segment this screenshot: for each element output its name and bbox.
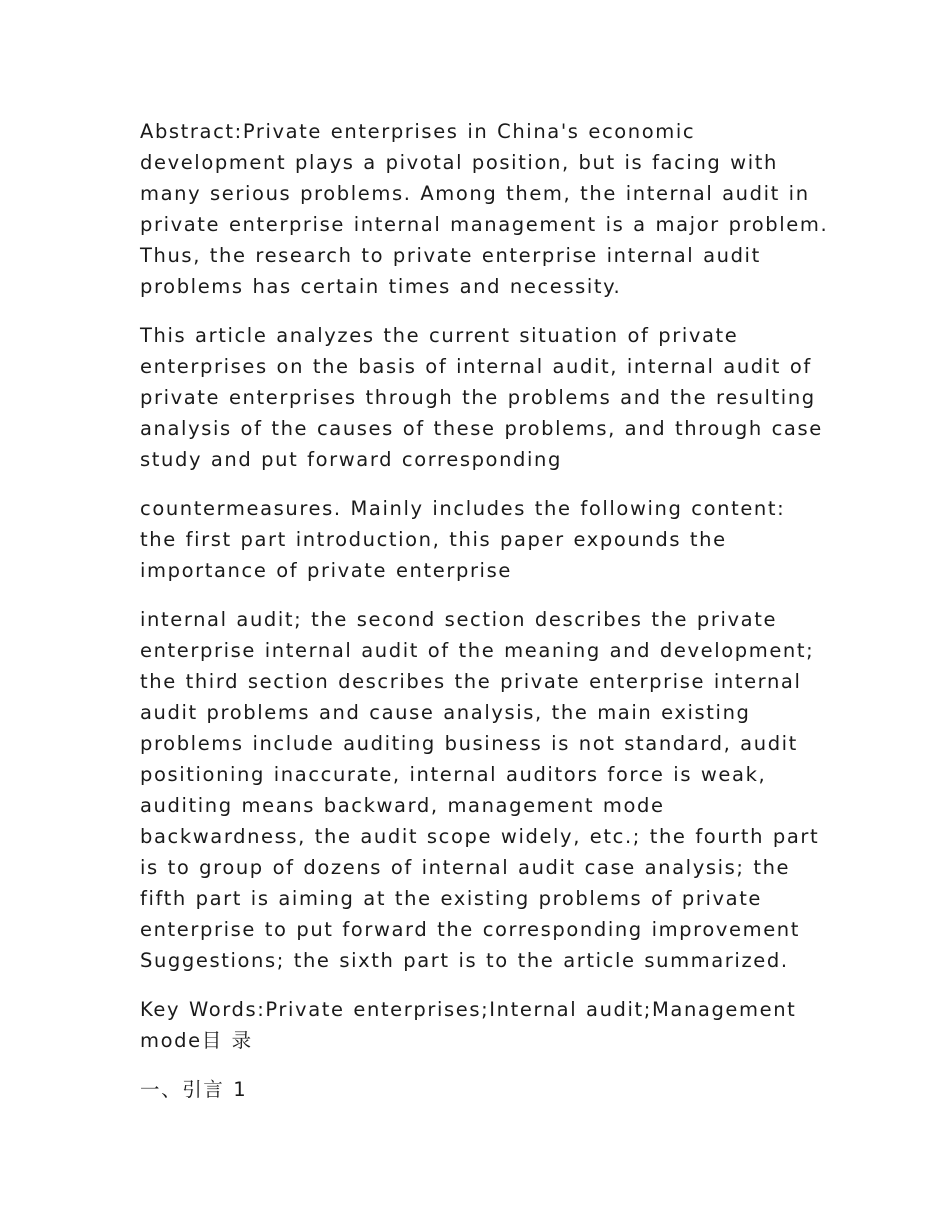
text-line: private enterprises through the problems and the resulting <box>140 386 816 409</box>
text-line: study and put forward corresponding <box>140 448 562 471</box>
text-line: backwardness, the audit scope widely, etc.; the fourth part <box>140 825 820 848</box>
text-line: development plays a pivotal position, but is facing with <box>140 151 778 174</box>
toc-entry <box>140 1074 812 1105</box>
abstract-paragraph <box>140 116 829 302</box>
text-line: importance of private enterprise <box>140 559 512 582</box>
text-line: fifth part is aiming at the existing problems of private <box>140 887 763 910</box>
text-line: positioning inaccurate, internal auditors force is weak, <box>140 763 767 786</box>
text-line: Abstract:Private enterprises in China's economic <box>140 120 696 143</box>
analysis-paragraph <box>140 320 823 475</box>
sections-paragraph <box>140 604 820 976</box>
text-line: private enterprise internal management is a major problem. <box>140 213 829 236</box>
text-line: the third section describes the private enterprise internal <box>140 670 802 693</box>
text-line: auditing means backward, management mode <box>140 794 665 817</box>
text-line: 一、引言 1 <box>140 1078 248 1101</box>
text-line: analysis of the causes of these problems, and through case <box>140 417 823 440</box>
keywords-paragraph <box>140 994 812 1056</box>
text-line: Key Words:Private enterprises;Internal audit;Management <box>140 998 797 1021</box>
text-line: audit problems and cause analysis, the main existing <box>140 701 751 724</box>
text-line: Suggestions; the sixth part is to the article summarized. <box>140 949 789 972</box>
text-line: enterprise to put forward the corresponding improvement <box>140 918 801 941</box>
text-line: enterprises on the basis of internal audit, internal audit of <box>140 355 812 378</box>
text-line: internal audit; the second section describes the private <box>140 608 778 631</box>
text-line: is to group of dozens of internal audit case analysis; the <box>140 856 791 879</box>
text-line: many serious problems. Among them, the internal audit in <box>140 182 810 205</box>
text-line: problems has certain times and necessity. <box>140 275 622 298</box>
text-line: enterprise internal audit of the meaning and development; <box>140 639 815 662</box>
text-line: This article analyzes the current situation of private <box>140 324 739 347</box>
text-line: Thus, the research to private enterprise internal audit <box>140 244 761 267</box>
text-line: problems include auditing business is not standard, audit <box>140 732 798 755</box>
document-page <box>140 116 829 1123</box>
text-line: the first part introduction, this paper expounds the <box>140 528 727 551</box>
countermeasures-paragraph <box>140 493 812 586</box>
text-line: mode目 录 <box>140 1029 253 1052</box>
text-line: countermeasures. Mainly includes the following content: <box>140 497 786 520</box>
